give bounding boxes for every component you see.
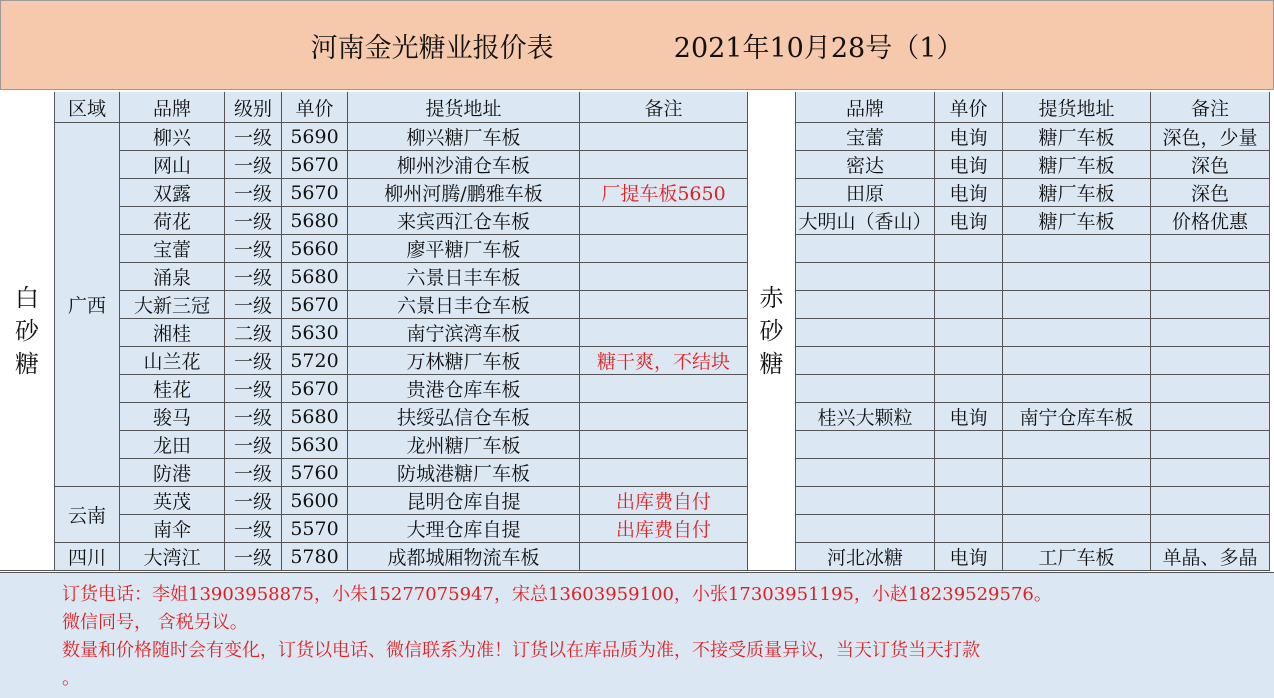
white-price-cell: 5690: [282, 123, 348, 151]
red-address-cell: [1003, 263, 1151, 291]
white-price-cell: 5630: [282, 431, 348, 459]
white-price-cell: 5720: [282, 347, 348, 375]
region-cell: 四川: [55, 543, 120, 571]
white-address-cell: 六景日丰车板: [348, 263, 580, 291]
white-brand-cell: 南伞: [120, 515, 225, 543]
white-address-cell: 龙州糖厂车板: [348, 431, 580, 459]
red-price-cell: 电询: [935, 151, 1003, 179]
red-price-cell: [935, 515, 1003, 543]
red-price-cell: [935, 235, 1003, 263]
red-brand-cell: [796, 487, 935, 515]
white-price-cell: 5670: [282, 151, 348, 179]
red-brand-cell: [796, 347, 935, 375]
red-brand-cell: [796, 235, 935, 263]
price-sheet-title: [0, 0, 1274, 90]
red-price-cell: [935, 487, 1003, 515]
white-brand-cell: 龙田: [120, 431, 225, 459]
red-note-cell: [1151, 487, 1270, 515]
red-note-cell: 深色: [1151, 151, 1270, 179]
red-note-cell: [1151, 263, 1270, 291]
red-brand-cell: 河北冰糖: [796, 543, 935, 571]
white-price-cell: 5570: [282, 515, 348, 543]
order-notes: [0, 572, 1274, 698]
white-note-cell: [580, 263, 748, 291]
red-price-cell: 电询: [935, 207, 1003, 235]
red-address-cell: [1003, 487, 1151, 515]
red-brand-cell: [796, 375, 935, 403]
red-brand-cell: [796, 459, 935, 487]
red-brand-cell: [796, 515, 935, 543]
white-grade-cell: 一级: [225, 431, 282, 459]
red-price-cell: [935, 459, 1003, 487]
white-address-cell: 来宾西江仓车板: [348, 207, 580, 235]
region-cell: 广西: [55, 123, 120, 487]
order-terms: 数量和价格随时会有变化，订货以电话、微信联系为准！订货以在库品质为准，不接受质量异议，当天订货当天打款: [62, 640, 980, 661]
red-address-cell: 糖厂车板: [1003, 151, 1151, 179]
white-address-cell: 廖平糖厂车板: [348, 235, 580, 263]
white-grade-cell: 一级: [225, 403, 282, 431]
white-note-cell: [580, 403, 748, 431]
red-address-cell: [1003, 319, 1151, 347]
red-note-cell: [1151, 319, 1270, 347]
white-note-cell: 糖干爽，不结块: [580, 347, 748, 375]
white-sugar-label-char: 砂: [15, 316, 39, 345]
red-note-cell: [1151, 431, 1270, 459]
red-brand-cell: 宝蕾: [796, 123, 935, 151]
white-address-cell: 柳州沙浦仓车板: [348, 151, 580, 179]
red-note-cell: [1151, 291, 1270, 319]
white-brand-cell: 网山: [120, 151, 225, 179]
white-note-cell: [580, 459, 748, 487]
red-address-cell: [1003, 459, 1151, 487]
white-price-cell: 5630: [282, 319, 348, 347]
white-sugar-label-char: 糖: [15, 349, 39, 378]
red-note-cell: [1151, 459, 1270, 487]
red-price-cell: [935, 263, 1003, 291]
white-address-cell: 柳州河腾/鹏雅车板: [348, 179, 580, 207]
white-address-cell: 成都城厢物流车板: [348, 543, 580, 571]
white-note-cell: 出库费自付: [580, 515, 748, 543]
red-note-cell: 单晶、多晶: [1151, 543, 1270, 571]
order-terms-end: 。: [62, 668, 80, 689]
white-grade-cell: 一级: [225, 347, 282, 375]
white-header-cell: 提货地址: [348, 92, 580, 123]
red-price-cell: [935, 319, 1003, 347]
red-price-cell: 电询: [935, 403, 1003, 431]
white-price-cell: 5680: [282, 263, 348, 291]
white-price-cell: 5780: [282, 543, 348, 571]
red-brand-cell: [796, 263, 935, 291]
red-brand-cell: [796, 431, 935, 459]
white-price-cell: 5680: [282, 207, 348, 235]
white-header-cell: 级别: [225, 92, 282, 123]
red-brand-cell: 田原: [796, 179, 935, 207]
white-header-cell: 区域: [55, 92, 120, 123]
red-address-cell: 糖厂车板: [1003, 179, 1151, 207]
title-main: 河南金光糖业报价表: [310, 32, 554, 64]
white-header-cell: 品牌: [120, 92, 225, 123]
red-header-cell: 备注: [1151, 92, 1270, 123]
white-note-cell: [580, 151, 748, 179]
white-address-cell: 万林糖厂车板: [348, 347, 580, 375]
red-brand-cell: [796, 291, 935, 319]
red-brand-cell: 大明山（香山）: [796, 207, 935, 235]
white-address-cell: 昆明仓库自提: [348, 487, 580, 515]
white-brand-cell: 防港: [120, 459, 225, 487]
white-grade-cell: 一级: [225, 459, 282, 487]
red-address-cell: 南宁仓库车板: [1003, 403, 1151, 431]
red-price-cell: [935, 375, 1003, 403]
white-grade-cell: 一级: [225, 515, 282, 543]
white-brand-cell: 桂花: [120, 375, 225, 403]
white-brand-cell: 大湾江: [120, 543, 225, 571]
red-brand-cell: 密达: [796, 151, 935, 179]
white-grade-cell: 一级: [225, 123, 282, 151]
white-address-cell: 贵港仓库车板: [348, 375, 580, 403]
white-address-cell: 防城港糖厂车板: [348, 459, 580, 487]
red-note-cell: 深色: [1151, 179, 1270, 207]
red-price-cell: 电询: [935, 123, 1003, 151]
white-price-cell: 5670: [282, 179, 348, 207]
wechat-note: 微信同号， 含税另议。: [62, 612, 248, 633]
red-address-cell: [1003, 375, 1151, 403]
white-grade-cell: 一级: [225, 235, 282, 263]
white-brand-cell: 英茂: [120, 487, 225, 515]
white-header-cell: 单价: [282, 92, 348, 123]
white-grade-cell: 一级: [225, 291, 282, 319]
red-price-cell: 电询: [935, 179, 1003, 207]
white-grade-cell: 一级: [225, 487, 282, 515]
white-address-cell: 南宁滨湾车板: [348, 319, 580, 347]
white-brand-cell: 骏马: [120, 403, 225, 431]
red-note-cell: [1151, 515, 1270, 543]
white-grade-cell: 一级: [225, 179, 282, 207]
red-address-cell: [1003, 431, 1151, 459]
red-note-cell: [1151, 347, 1270, 375]
white-brand-cell: 涌泉: [120, 263, 225, 291]
white-grade-cell: 二级: [225, 319, 282, 347]
white-brand-cell: 山兰花: [120, 347, 225, 375]
white-note-cell: [580, 235, 748, 263]
white-note-cell: [580, 375, 748, 403]
red-note-cell: [1151, 403, 1270, 431]
red-address-cell: [1003, 235, 1151, 263]
white-price-cell: 5670: [282, 375, 348, 403]
white-note-cell: 厂提车板5650: [580, 179, 748, 207]
white-grade-cell: 一级: [225, 151, 282, 179]
red-header-cell: 提货地址: [1003, 92, 1151, 123]
red-sugar-label-char: 赤: [759, 283, 784, 312]
red-note-cell: 深色，少量: [1151, 123, 1270, 151]
red-address-cell: 工厂车板: [1003, 543, 1151, 571]
red-address-cell: 糖厂车板: [1003, 123, 1151, 151]
red-note-cell: 价格优惠: [1151, 207, 1270, 235]
white-grade-cell: 一级: [225, 207, 282, 235]
white-address-cell: 扶绥弘信仓车板: [348, 403, 580, 431]
red-sugar-label-char: 糖: [759, 349, 784, 378]
red-header-cell: 单价: [935, 92, 1003, 123]
white-brand-cell: 湘桂: [120, 319, 225, 347]
red-address-cell: 糖厂车板: [1003, 207, 1151, 235]
red-price-cell: [935, 347, 1003, 375]
order-phones: 订货电话：李姐13903958875，小朱15277075947，宋总13603959100，小张17303951195，小赵18239529576。: [62, 584, 1052, 605]
red-address-cell: [1003, 515, 1151, 543]
white-note-cell: [580, 207, 748, 235]
white-note-cell: [580, 543, 748, 571]
red-note-cell: [1151, 235, 1270, 263]
white-address-cell: 六景日丰仓车板: [348, 291, 580, 319]
red-sugar-label: [748, 92, 796, 571]
white-brand-cell: 大新三冠: [120, 291, 225, 319]
red-price-cell: 电询: [935, 543, 1003, 571]
region-cell: 云南: [55, 487, 120, 543]
red-price-cell: [935, 291, 1003, 319]
white-note-cell: [580, 291, 748, 319]
red-price-cell: [935, 431, 1003, 459]
white-header-cell: 备注: [580, 92, 748, 123]
white-brand-cell: 柳兴: [120, 123, 225, 151]
white-note-cell: [580, 431, 748, 459]
white-address-cell: 柳兴糖厂车板: [348, 123, 580, 151]
white-brand-cell: 荷花: [120, 207, 225, 235]
red-brand-cell: [796, 319, 935, 347]
white-price-cell: 5760: [282, 459, 348, 487]
white-brand-cell: 宝蕾: [120, 235, 225, 263]
white-sugar-label: [0, 92, 55, 571]
white-note-cell: [580, 319, 748, 347]
white-grade-cell: 一级: [225, 543, 282, 571]
red-note-cell: [1151, 375, 1270, 403]
white-grade-cell: 一级: [225, 375, 282, 403]
red-header-cell: 品牌: [796, 92, 935, 123]
white-brand-cell: 双露: [120, 179, 225, 207]
white-price-cell: 5660: [282, 235, 348, 263]
red-brand-cell: 桂兴大颗粒: [796, 403, 935, 431]
white-address-cell: 大理仓库自提: [348, 515, 580, 543]
white-note-cell: 出库费自付: [580, 487, 748, 515]
white-price-cell: 5680: [282, 403, 348, 431]
red-sugar-label-char: 砂: [759, 316, 784, 345]
white-price-cell: 5670: [282, 291, 348, 319]
white-grade-cell: 一级: [225, 263, 282, 291]
red-address-cell: [1003, 291, 1151, 319]
white-sugar-label-char: 白: [15, 283, 39, 312]
title-date: 2021年10月28号（1）: [673, 32, 964, 64]
red-address-cell: [1003, 347, 1151, 375]
white-note-cell: [580, 123, 748, 151]
white-price-cell: 5600: [282, 487, 348, 515]
